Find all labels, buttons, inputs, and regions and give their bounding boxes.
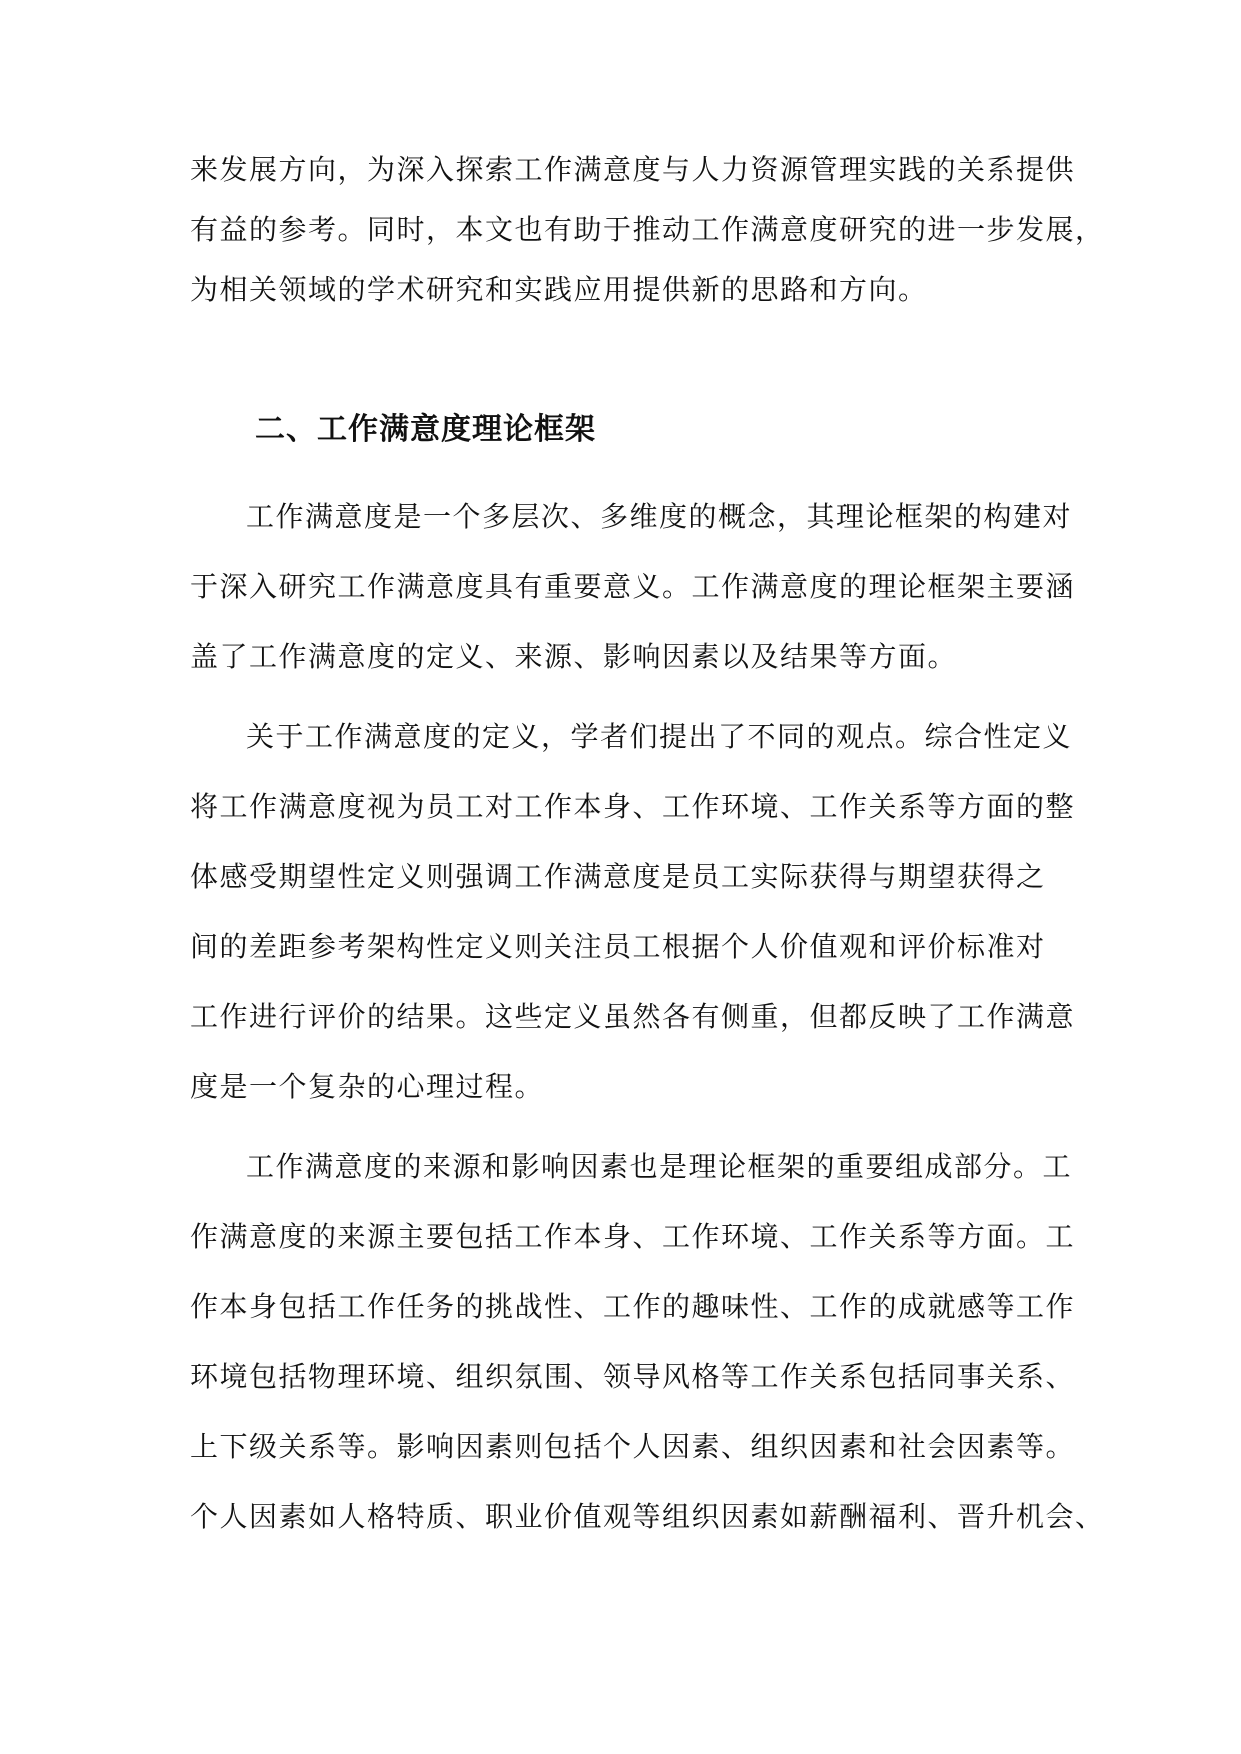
intro-paragraph-line-2: 有益的参考。同时，本文也有助于推动工作满意度研究的进一步发展，: [190, 213, 1105, 246]
paragraph-3-line-2: 作满意度的来源主要包括工作本身、工作环境、工作关系等方面。工: [190, 1220, 1076, 1253]
paragraph-2-line-6: 度是一个复杂的心理过程。: [190, 1070, 545, 1103]
paragraph-3-line-5: 上下级关系等。影响因素则包括个人因素、组织因素和社会因素等。: [190, 1430, 1076, 1463]
paragraph-3-line-4: 环境包括物理环境、组织氛围、领导风格等工作关系包括同事关系、: [190, 1360, 1076, 1393]
paragraph-2-line-4: 间的差距参考架构性定义则关注员工根据个人价值观和评价标准对: [190, 930, 1046, 963]
paragraph-2-line-2: 将工作满意度视为员工对工作本身、工作环境、工作关系等方面的整: [190, 790, 1076, 823]
paragraph-1-line-2: 于深入研究工作满意度具有重要意义。工作满意度的理论框架主要涵: [190, 570, 1076, 603]
paragraph-1-line-1: 工作满意度是一个多层次、多维度的概念，其理论框架的构建对: [246, 500, 1073, 533]
section-heading: 二、工作满意度理论框架: [255, 412, 596, 447]
paragraph-3-line-6: 个人因素如人格特质、职业价值观等组织因素如薪酬福利、晋升机会、: [190, 1500, 1105, 1533]
paragraph-2-line-3: 体感受期望性定义则强调工作满意度是员工实际获得与期望获得之: [190, 860, 1046, 893]
intro-paragraph-line-1: 来发展方向，为深入探索工作满意度与人力资源管理实践的关系提供: [190, 153, 1076, 186]
intro-paragraph-line-3: 为相关领域的学术研究和实践应用提供新的思路和方向。: [190, 273, 928, 306]
paragraph-1-line-3: 盖了工作满意度的定义、来源、影响因素以及结果等方面。: [190, 640, 958, 673]
paragraph-2-line-5: 工作进行评价的结果。这些定义虽然各有侧重，但都反映了工作满意: [190, 1000, 1076, 1033]
paragraph-2-line-1: 关于工作满意度的定义，学者们提出了不同的观点。综合性定义: [246, 720, 1073, 753]
paragraph-3-line-3: 作本身包括工作任务的挑战性、工作的趣味性、工作的成就感等工作: [190, 1290, 1076, 1323]
paragraph-3-line-1: 工作满意度的来源和影响因素也是理论框架的重要组成部分。工: [246, 1150, 1073, 1183]
